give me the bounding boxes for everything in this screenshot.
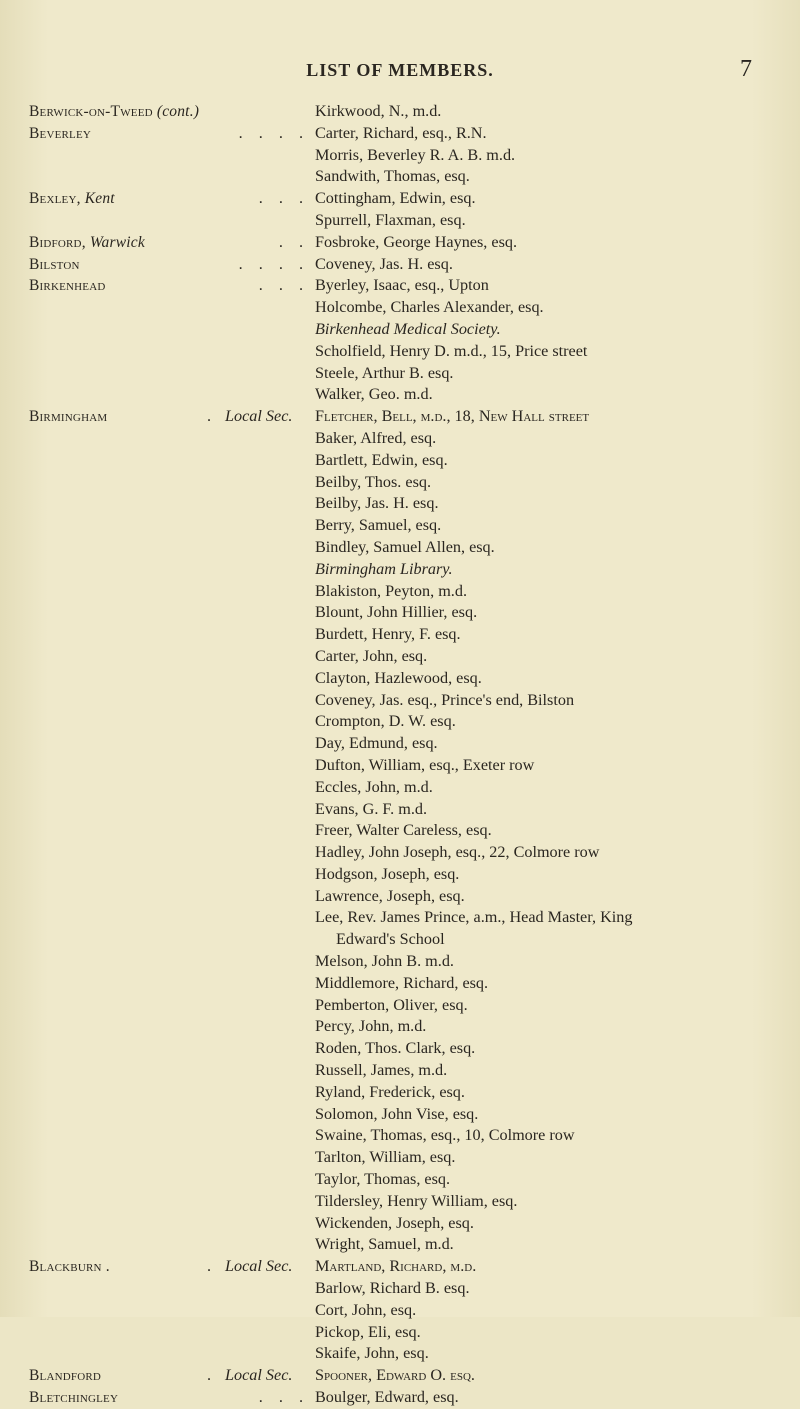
list-item: [0, 297, 800, 319]
list-item: [0, 123, 800, 145]
list-item: [0, 472, 800, 494]
list-item: [0, 842, 800, 864]
local-secretary-label: Local Sec.: [225, 407, 293, 426]
member-name: Dufton, William, esq., Exeter row: [315, 755, 535, 774]
list-item: [0, 929, 800, 951]
list-item: [0, 1322, 800, 1344]
member-name: Holcombe, Charles Alexander, esq.: [315, 298, 544, 317]
list-item: [0, 1125, 800, 1147]
member-name: Byerley, Isaac, esq., Upton: [315, 276, 489, 295]
member-name: Cottingham, Edwin, esq.: [315, 189, 476, 208]
member-name: Steele, Arthur B. esq.: [315, 363, 454, 382]
list-item: [0, 1365, 800, 1387]
member-name: Hadley, John Joseph, esq., 22, Colmore row: [315, 843, 600, 862]
leader-dots: . . .: [258, 1388, 309, 1407]
page-header: [0, 56, 800, 86]
leader-dots: . . . .: [238, 123, 309, 142]
member-name: Crompton, D. W. esq.: [315, 712, 456, 731]
leader-dots: . . .: [258, 276, 309, 295]
member-name: Melson, John B. m.d.: [315, 952, 454, 971]
leader-dots: . . .: [258, 189, 309, 208]
place-name: Blandford: [29, 1367, 102, 1385]
list-item: [0, 995, 800, 1017]
place-county: Warwick: [89, 233, 145, 251]
member-name: Wickenden, Joseph, esq.: [315, 1213, 474, 1232]
member-name: Freer, Walter Careless, esq.: [315, 821, 492, 840]
place-name: Berwick-on-Tweed (cont.): [29, 103, 200, 120]
member-name: Beilby, Thos. esq.: [315, 472, 432, 491]
list-item: [0, 755, 800, 777]
member-name: Scholfield, Henry D. m.d., 15, Price street: [315, 341, 588, 360]
member-name: Ryland, Frederick, esq.: [315, 1082, 465, 1101]
list-item: [0, 188, 800, 210]
list-item: [0, 1278, 800, 1300]
member-name: Eccles, John, m.d.: [315, 777, 433, 796]
member-name: Barlow, Richard B. esq.: [315, 1279, 470, 1298]
list-item: [0, 450, 800, 472]
member-name: Morris, Beverley R. A. B. m.d.: [315, 145, 516, 164]
member-name: Edward's School: [336, 930, 445, 949]
member-name: Hodgson, Joseph, esq.: [315, 864, 460, 883]
list-item: [0, 1016, 800, 1038]
member-name: Blakiston, Peyton, m.d.: [315, 581, 467, 600]
list-item: [0, 1300, 800, 1322]
list-item: [0, 1256, 800, 1278]
list-item: [0, 1060, 800, 1082]
member-name: Birkenhead Medical Society.: [315, 319, 501, 338]
list-item: [0, 101, 800, 123]
list-item: [0, 820, 800, 842]
member-list: [0, 101, 800, 1409]
member-name: Baker, Alfred, esq.: [315, 428, 437, 447]
member-name: Coveney, Jas. H. esq.: [315, 254, 453, 273]
place-name: Bexley, Kent: [29, 190, 115, 208]
member-name: Spurrell, Flaxman, esq.: [315, 210, 466, 229]
member-name: Martland, Richard, m.d.: [315, 1257, 477, 1276]
list-item: [0, 973, 800, 995]
list-item: [0, 1387, 800, 1409]
list-item: [0, 777, 800, 799]
member-name: Tarlton, William, esq.: [315, 1148, 456, 1167]
local-secretary-label: Local Sec.: [225, 1366, 293, 1385]
member-name: Walker, Geo. m.d.: [315, 385, 433, 404]
list-item: [0, 275, 800, 297]
member-name: Evans, G. F. m.d.: [315, 799, 428, 818]
list-item: [0, 166, 800, 188]
member-name: Lee, Rev. James Prince, a.m., Head Master, King: [315, 908, 633, 927]
list-item: [0, 668, 800, 690]
member-name: Pickop, Eli, esq.: [315, 1322, 421, 1341]
member-name: Kirkwood, N., m.d.: [315, 102, 442, 120]
place-name: Bidford, Warwick: [29, 233, 145, 251]
member-name: Russell, James, m.d.: [315, 1061, 448, 1080]
list-item: [0, 886, 800, 908]
place-name: Blackburn .: [29, 1258, 110, 1276]
list-item: [0, 232, 800, 254]
member-name: Swaine, Thomas, esq., 10, Colmore row: [315, 1126, 575, 1145]
list-item: [0, 907, 800, 929]
list-item: [0, 319, 800, 341]
member-name: Cort, John, esq.: [315, 1300, 417, 1319]
place-name: Birmingham: [29, 408, 108, 426]
list-item: [0, 384, 800, 406]
member-name: Birmingham Library.: [315, 559, 453, 578]
member-name: Beilby, Jas. H. esq.: [315, 494, 439, 513]
list-item: [0, 559, 800, 581]
list-item: [0, 602, 800, 624]
member-name: Solomon, John Vise, esq.: [315, 1104, 479, 1123]
member-name: Carter, Richard, esq., R.N.: [315, 123, 487, 142]
member-name: Fletcher, Bell, m.d., 18, New Hall street: [315, 407, 590, 426]
list-item: [0, 1104, 800, 1126]
list-item: [0, 581, 800, 603]
list-item: [0, 690, 800, 712]
list-item: [0, 1213, 800, 1235]
member-name: Pemberton, Oliver, esq.: [315, 995, 468, 1014]
list-item: [0, 493, 800, 515]
member-name: Day, Edmund, esq.: [315, 734, 438, 753]
member-name: Skaife, John, esq.: [315, 1344, 429, 1363]
leader-dots: . . . .: [238, 254, 309, 273]
page-title: LIST OF MEMBERS.: [306, 60, 494, 80]
list-item: [0, 145, 800, 167]
list-item: [0, 363, 800, 385]
place-name: Bilston: [29, 255, 80, 273]
place-name: Birkenhead: [29, 277, 106, 295]
list-item: [0, 1038, 800, 1060]
member-name: Fosbroke, George Haynes, esq.: [315, 232, 518, 251]
place-suffix: (cont.): [152, 103, 200, 120]
list-item: [0, 864, 800, 886]
list-item: [0, 799, 800, 821]
place-county: Kent: [84, 190, 115, 208]
list-item: [0, 254, 800, 276]
list-item: [0, 646, 800, 668]
member-name: Carter, John, esq.: [315, 646, 428, 665]
leader-dots: .: [207, 1366, 218, 1385]
leader-dots: .: [207, 407, 218, 426]
list-item: [0, 1169, 800, 1191]
leader-dots: .: [207, 1257, 218, 1276]
list-item: [0, 406, 800, 428]
member-name: Berry, Samuel, esq.: [315, 516, 442, 535]
leader-dots: . .: [278, 232, 309, 251]
list-item: [0, 1191, 800, 1213]
list-item: [0, 1234, 800, 1256]
member-name: Coveney, Jas. esq., Prince's end, Bilston: [315, 690, 575, 709]
list-item: [0, 537, 800, 559]
list-item: [0, 210, 800, 232]
member-name: Boulger, Edward, esq.: [315, 1388, 459, 1407]
page-number: 7: [740, 56, 752, 82]
list-item: [0, 1082, 800, 1104]
member-name: Sandwith, Thomas, esq.: [315, 167, 470, 186]
member-name: Burdett, Henry, F. esq.: [315, 625, 461, 644]
member-name: Blount, John Hillier, esq.: [315, 603, 478, 622]
member-name: Wright, Samuel, m.d.: [315, 1235, 454, 1254]
list-item: [0, 428, 800, 450]
list-item: [0, 1343, 800, 1365]
list-item: [0, 1147, 800, 1169]
list-item: [0, 733, 800, 755]
list-item: [0, 711, 800, 733]
place-name: Bletchingley: [29, 1389, 119, 1407]
list-item: [0, 341, 800, 363]
member-name: Tildersley, Henry William, esq.: [315, 1191, 518, 1210]
list-item: [0, 624, 800, 646]
member-name: Middlemore, Richard, esq.: [315, 973, 489, 992]
place-name: Beverley: [29, 124, 92, 142]
member-name: Roden, Thos. Clark, esq.: [315, 1039, 476, 1058]
list-item: [0, 515, 800, 537]
member-name: Clayton, Hazlewood, esq.: [315, 668, 482, 687]
member-name: Bartlett, Edwin, esq.: [315, 450, 448, 469]
member-name: Bindley, Samuel Allen, esq.: [315, 537, 495, 556]
member-name: Spooner, Edward O. esq.: [315, 1366, 475, 1385]
local-secretary-label: Local Sec.: [225, 1257, 293, 1276]
list-item: [0, 951, 800, 973]
member-name: Taylor, Thomas, esq.: [315, 1170, 451, 1189]
member-name: Percy, John, m.d.: [315, 1017, 427, 1036]
member-name: Lawrence, Joseph, esq.: [315, 886, 465, 905]
